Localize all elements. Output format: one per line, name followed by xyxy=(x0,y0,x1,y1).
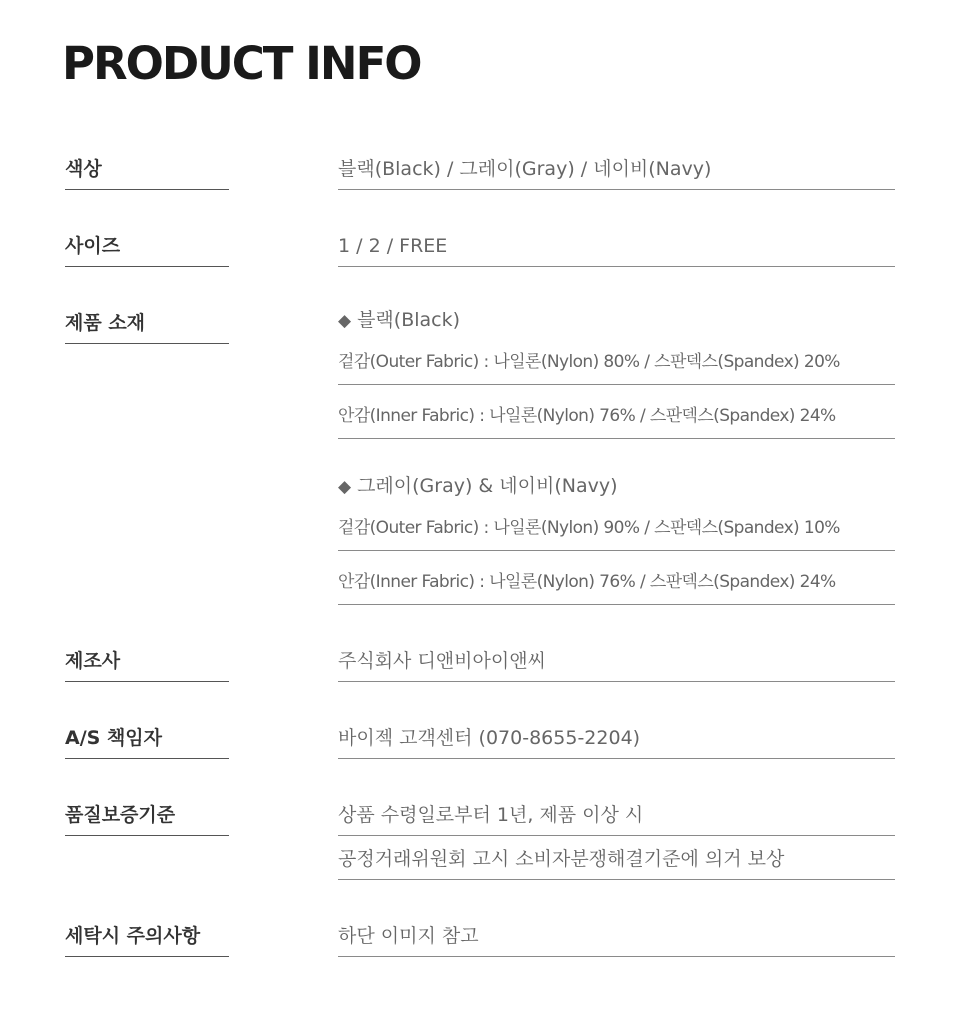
manufacturer-value: 주식회사 디앤비아이앤씨 xyxy=(338,651,895,682)
as-contact-value: 바이젝 고객센터 (070-8655-2204) xyxy=(338,728,895,759)
diamond-bullet-icon: ◆ xyxy=(338,477,352,497)
manufacturer-label: 제조사 xyxy=(65,651,229,682)
material-group-title: 그레이(Gray) & 네이비(Navy) xyxy=(357,475,618,497)
care-value: 하단 이미지 참고 xyxy=(338,926,895,957)
diamond-bullet-icon: ◆ xyxy=(338,311,352,331)
material-line: 겉감(Outer Fabric) : 나일론(Nylon) 80% / 스판덱스(Spandex) 20% xyxy=(338,352,895,385)
material-label: 제품 소재 xyxy=(65,313,229,344)
size-value: 1 / 2 / FREE xyxy=(338,236,895,267)
page-title: PRODUCT INFO xyxy=(62,37,421,90)
material-line: 안감(Inner Fabric) : 나일론(Nylon) 76% / 스판덱스(Spandex) 24% xyxy=(338,572,895,605)
material-line: 안감(Inner Fabric) : 나일론(Nylon) 76% / 스판덱스(Spandex) 24% xyxy=(338,406,895,439)
material-group-heading xyxy=(338,310,895,340)
care-label: 세탁시 주의사항 xyxy=(65,926,229,957)
as-contact-label: A/S 책임자 xyxy=(65,728,229,759)
quality-line: 공정거래위원회 고시 소비자분쟁해결기준에 의거 보상 xyxy=(338,849,895,880)
color-value: 블랙(Black) / 그레이(Gray) / 네이비(Navy) xyxy=(338,159,895,190)
material-line: 겉감(Outer Fabric) : 나일론(Nylon) 90% / 스판덱스(Spandex) 10% xyxy=(338,518,895,551)
size-label: 사이즈 xyxy=(65,236,229,267)
quality-line: 상품 수령일로부터 1년, 제품 이상 시 xyxy=(338,805,895,836)
material-group-title: 블랙(Black) xyxy=(357,309,461,331)
quality-label: 품질보증기준 xyxy=(65,805,229,836)
material-group-heading xyxy=(338,476,895,506)
color-label: 색상 xyxy=(65,159,229,190)
